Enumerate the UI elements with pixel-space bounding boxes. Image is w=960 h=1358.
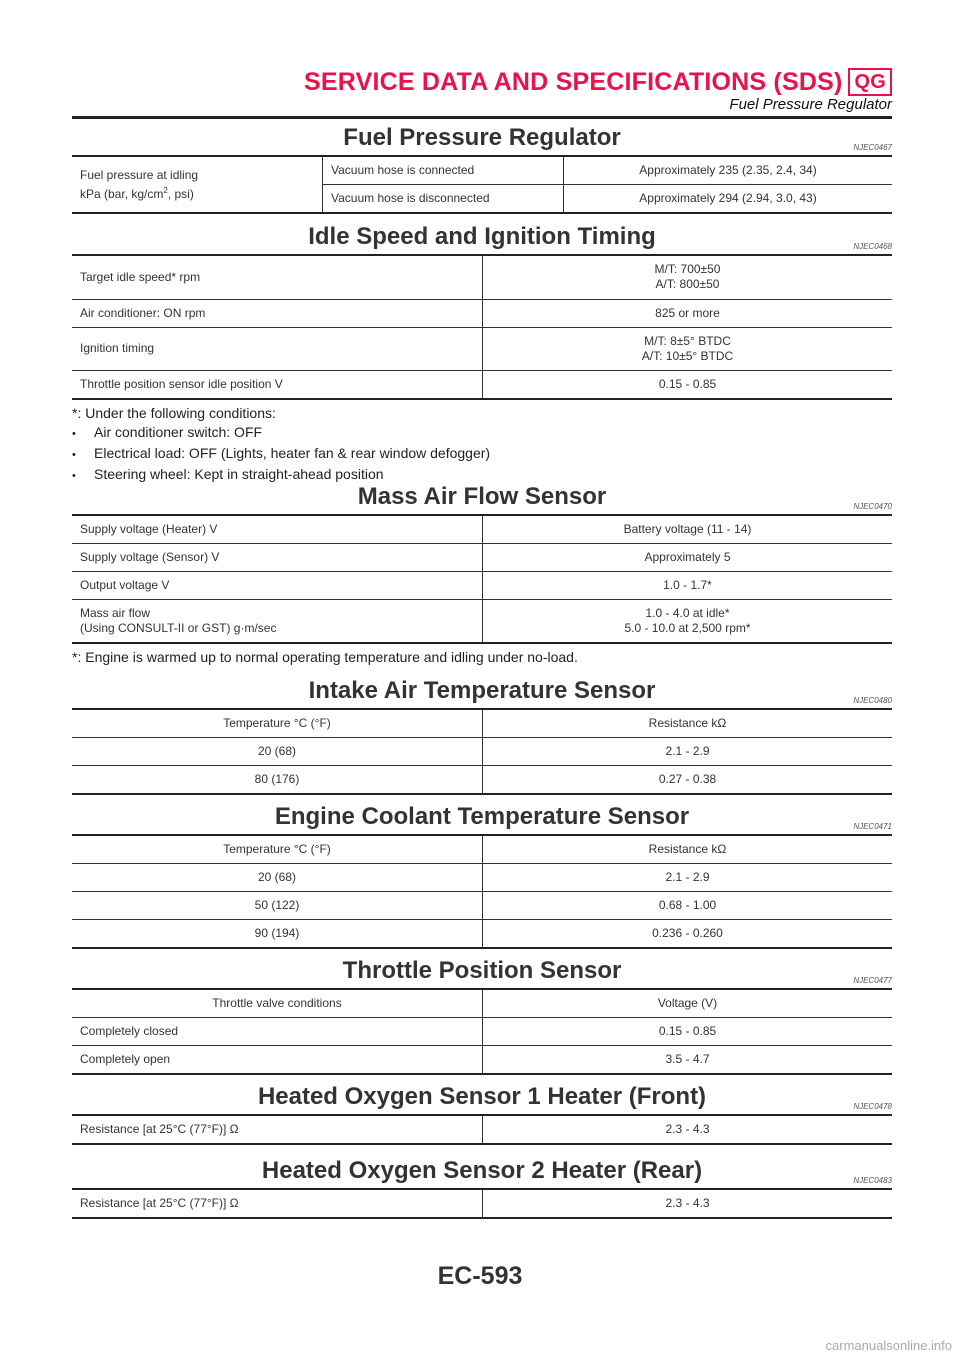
table-cell: Vacuum hose is connected (323, 157, 564, 185)
table-cell: 2.1 - 2.9 (483, 864, 893, 892)
fpr-table (72, 157, 892, 214)
section-code: NJEC0470 (853, 502, 892, 511)
watermark: carmanualsonline.info (825, 1338, 952, 1353)
table-cell: 0.68 - 1.00 (483, 892, 893, 920)
bullet-item: • Air conditioner switch: OFF (72, 423, 892, 444)
table-cell: Mass air flow (Using CONSULT-II or GST) g·m/sec (72, 600, 483, 644)
section-throttle-position (72, 954, 892, 1075)
table-cell: 0.15 - 0.85 (483, 1018, 893, 1046)
table-row (72, 256, 892, 299)
table-header-row (72, 710, 892, 738)
bullet-item: • Steering wheel: Kept in straight-ahead position (72, 465, 892, 486)
table-cell: Output voltage V (72, 572, 483, 600)
table-row (72, 1190, 892, 1218)
table-cell: Target idle speed* rpm (72, 256, 483, 299)
table-cell: Resistance [at 25°C (77°F)] Ω (72, 1190, 483, 1218)
table-cell: 80 (176) (72, 766, 483, 795)
table-cell: Battery voltage (11 - 14) (483, 516, 893, 544)
table-cell: M/T: 700±50 A/T: 800±50 (483, 256, 893, 299)
idle-table (72, 256, 892, 400)
page-header-title: SERVICE DATA AND SPECIFICATIONS (SDS) QG (0, 68, 892, 97)
table-cell: 0.15 - 0.85 (483, 370, 893, 399)
table-cell: 90 (194) (72, 920, 483, 949)
table-row (72, 600, 892, 644)
section-code: NJEC0478 (853, 1102, 892, 1111)
ho2s2-table (72, 1190, 892, 1219)
section-title: Heated Oxygen Sensor 2 Heater (Rear) NJEC0483 (72, 1154, 892, 1190)
section-intake-air-temperature (72, 674, 892, 795)
idle-notes (72, 400, 892, 486)
section-title: Heated Oxygen Sensor 1 Heater (Front) NJEC0478 (72, 1080, 892, 1116)
table-row (72, 864, 892, 892)
table-header-row (72, 990, 892, 1018)
section-code: NJEC0483 (853, 1176, 892, 1185)
table-cell: 20 (68) (72, 864, 483, 892)
table-header-cell: Throttle valve conditions (72, 990, 483, 1018)
table-header-row (72, 836, 892, 864)
table-row (72, 1046, 892, 1075)
section-idle-speed (72, 220, 892, 486)
section-code: NJEC0467 (853, 143, 892, 152)
table-row (72, 920, 892, 949)
section-ho2s2-heater (72, 1154, 892, 1219)
table-cell: Air conditioner: ON rpm (72, 299, 483, 327)
table-header-cell: Temperature °C (°F) (72, 710, 483, 738)
table-row (72, 572, 892, 600)
table-cell: 50 (122) (72, 892, 483, 920)
section-title: Intake Air Temperature Sensor NJEC0480 (72, 674, 892, 710)
section-code: NJEC0477 (853, 976, 892, 985)
table-cell: Vacuum hose is disconnected (323, 185, 564, 214)
table-cell: Ignition timing (72, 327, 483, 370)
page-header-subtitle: Fuel Pressure Regulator (729, 96, 892, 113)
table-cell: Resistance [at 25°C (77°F)] Ω (72, 1116, 483, 1144)
table-header-cell: Resistance kΩ (483, 710, 893, 738)
table-header-cell: Voltage (V) (483, 990, 893, 1018)
table-cell: 20 (68) (72, 738, 483, 766)
section-code: NJEC0468 (853, 242, 892, 251)
header-rule (72, 116, 892, 119)
tps-table (72, 990, 892, 1075)
table-cell: Fuel pressure at idling kPa (bar, $kg/cm^2$, psi) (72, 157, 323, 213)
table-cell: Completely closed (72, 1018, 483, 1046)
table-row (72, 1018, 892, 1046)
table-cell: 2.3 - 4.3 (483, 1116, 893, 1144)
table-cell: 0.236 - 0.260 (483, 920, 893, 949)
table-cell: Throttle position sensor idle position V (72, 370, 483, 399)
table-cell: Approximately 235 (2.35, 2.4, 34) (564, 157, 893, 185)
section-title: Idle Speed and Ignition Timing NJEC0468 (72, 220, 892, 256)
table-header-cell: Resistance kΩ (483, 836, 893, 864)
maf-table (72, 516, 892, 644)
page-number: EC-593 (437, 1262, 523, 1290)
table-row (72, 766, 892, 795)
section-code: NJEC0471 (853, 822, 892, 831)
ho2s1-table (72, 1116, 892, 1145)
table-cell: Approximately 294 (2.94, 3.0, 43) (564, 185, 893, 214)
bullet-item: • Electrical load: OFF (Lights, heater fan & rear window defogger) (72, 444, 892, 465)
section-mass-air-flow (72, 480, 892, 667)
maf-note: *: Engine is warmed up to normal operating temperature and idling under no-load. (72, 649, 578, 665)
table-header-cell: Temperature °C (°F) (72, 836, 483, 864)
table-cell: 825 or more (483, 299, 893, 327)
table-cell: Supply voltage (Heater) V (72, 516, 483, 544)
table-row (72, 516, 892, 544)
table-cell: Supply voltage (Sensor) V (72, 544, 483, 572)
table-cell: M/T: 8±5° BTDC A/T: 10±5° BTDC (483, 327, 893, 370)
table-cell: Completely open (72, 1046, 483, 1075)
section-fuel-pressure-regulator (72, 121, 892, 214)
table-cell: 1.0 - 4.0 at idle* 5.0 - 10.0 at 2,500 rpm* (483, 600, 893, 644)
section-ho2s1-heater (72, 1080, 892, 1145)
section-engine-coolant-temperature (72, 800, 892, 949)
table-cell: 2.1 - 2.9 (483, 738, 893, 766)
iat-table (72, 710, 892, 795)
table-row (72, 1116, 892, 1144)
table-row (72, 738, 892, 766)
table-cell: Approximately 5 (483, 544, 893, 572)
table-row (72, 892, 892, 920)
section-title: Mass Air Flow Sensor NJEC0470 (72, 480, 892, 516)
qg-badge: QG (848, 68, 892, 96)
table-row (72, 544, 892, 572)
table-row (72, 299, 892, 327)
table-cell: 1.0 - 1.7* (483, 572, 893, 600)
table-cell: 0.27 - 0.38 (483, 766, 893, 795)
table-row (72, 370, 892, 399)
note-text: *: Under the following conditions: (72, 404, 276, 421)
table-cell: 3.5 - 4.7 (483, 1046, 893, 1075)
section-title: Throttle Position Sensor NJEC0477 (72, 954, 892, 990)
table-row (72, 157, 892, 185)
table-row (72, 327, 892, 370)
section-title: Fuel Pressure Regulator NJEC0467 (72, 121, 892, 157)
ect-table (72, 836, 892, 949)
section-title: Engine Coolant Temperature Sensor NJEC0471 (72, 800, 892, 836)
section-code: NJEC0480 (853, 696, 892, 705)
table-cell: 2.3 - 4.3 (483, 1190, 893, 1218)
